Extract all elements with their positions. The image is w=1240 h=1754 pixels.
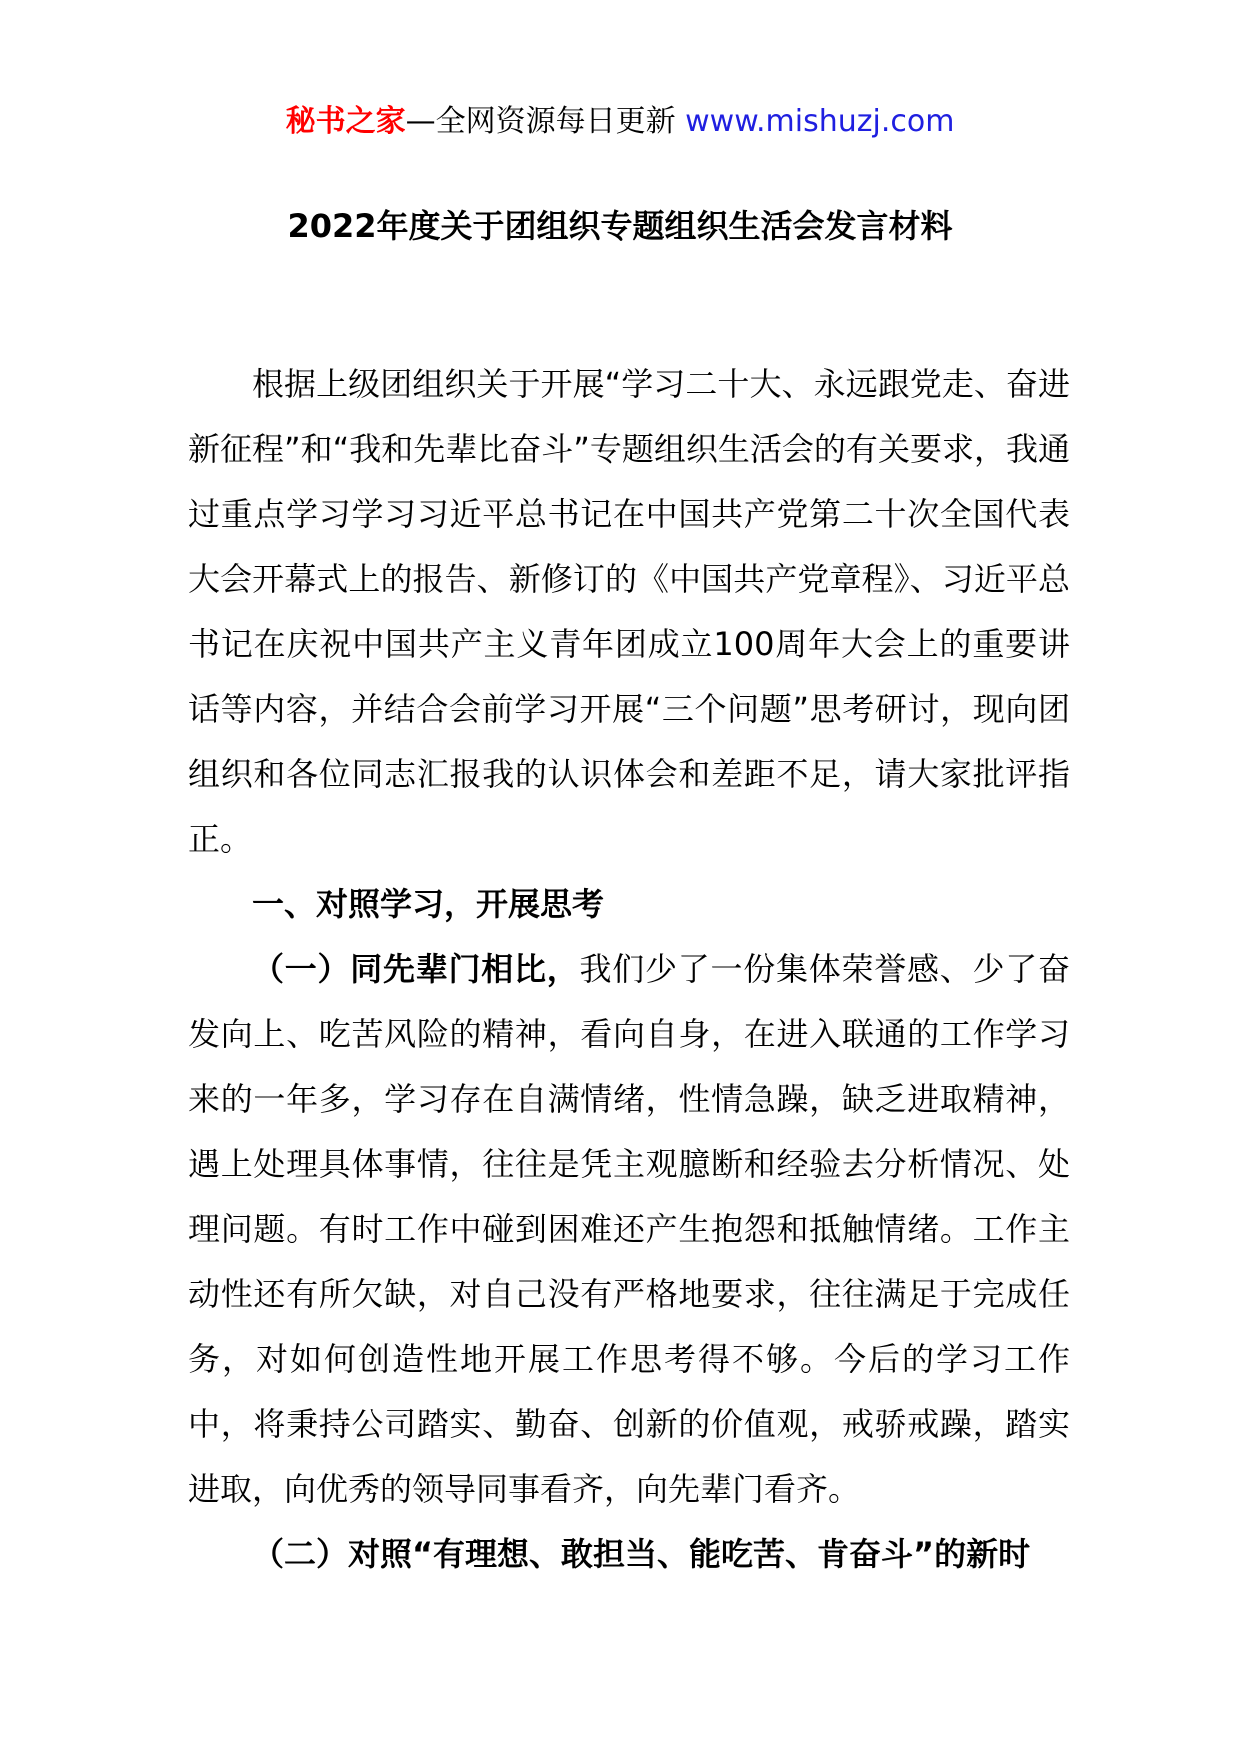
header-tagline: —全网资源每日更新 [405,104,686,139]
section-1-item-1 [188,937,1070,1522]
document-title: 2022年度关于团组织专题组织生活会发言材料 [287,207,953,245]
item-1-text: 我们少了一份集体荣誉感、少了奋发向上、吃苦风险的精神，看向自身，在进入联通的工作学习来的一年多，学习存在自满情绪，性情急躁，缺乏进取精神，遇上处理具体事情，往往是凭主观臆断和经验去分析情况、处理问题。有时工作中碰到困难还产生抱怨和抵触情绪。工作主动性还有所欠缺，对自己没有严格地要求，往往满足于完成任务，对如何创造性地开展工作思考得不够。今后的学习工作中，将秉持公司踏实、勤奋、创新的价值观，戒骄戒躁，踏实进取，向优秀的领导同事看齐，向先辈门看齐。 [188,950,1070,1508]
intro-paragraph: 根据上级团组织关于开展“学习二十大、永远跟党走、奋进新征程”和“我和先辈比奋斗”专题组织生活会的有关要求，我通过重点学习学习习近平总书记在中国共产党第二十次全国代表大会开幕式上的报告、新修订的《中国共产党章程》、习近平总书记在庆祝中国共产主义青年团成立100周年大会上的重要讲话等内容，并结合会前学习开展“三个问题”思考研讨，现向团组织和各位同志汇报我的认识体会和差距不足，请大家批评指正。 [188,365,1070,858]
document-body [188,352,1070,1587]
item-1-lead: （一）同先辈门相比， [252,950,580,988]
brand-name: 秘书之家 [285,104,406,139]
item-2-lead: （二）对照“有理想、敢担当、能吃苦、肯奋斗”的新时 [252,1535,1031,1573]
section-heading-1: 一、对照学习，开展思考 [252,885,605,923]
site-url-link[interactable]: www.mishuzj.com [685,104,955,139]
site-header [0,100,1240,144]
section-1-item-2 [188,1522,1070,1587]
